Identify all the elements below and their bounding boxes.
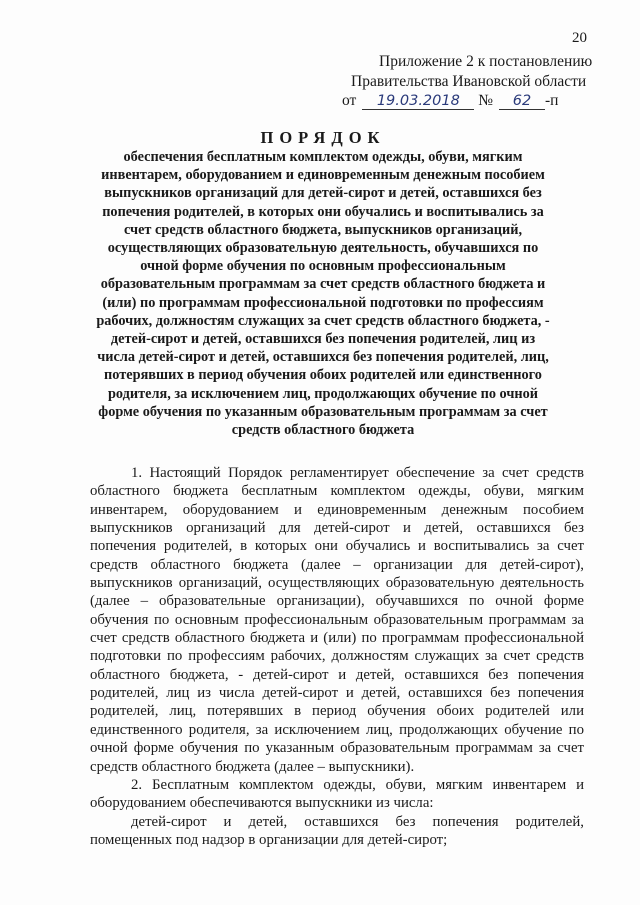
appendix-line-2: Правительства Ивановской области xyxy=(351,72,587,90)
handwritten-date: 19.03.2018 xyxy=(362,93,474,110)
number-suffix: -п xyxy=(545,92,559,109)
document-subtitle: обеспечения бесплатным комплектом одежды, обуви, мягким инвентарем, оборудованием и единовременным денежным пособием выпускников организаций для детей-сирот и детей, оставшихся без попечения родителей, в которых они обучались и воспитывались за счет средств областного бюджета, выпускников организаций, осуществляющих образовательную деятельность, обучавшихся по очной форме обучения по основным профессиональным образовательным программам за счет средств областного бюджета и (или) по программам профессиональной подготовки по профессиям рабочих, должностям служащих за счет средств областного бюджета, - детей-сирот и детей, оставшихся без попечения родителей, лиц из числа детей-сирот и детей, оставшихся без попечения родителей, лиц, потерявших в период обучения обоих родителей или единственного родителя, за исключением лиц, продолжающих обучение по очной форме обучения по указанным образовательным программам за счет средств областного бюджета xyxy=(96,149,550,439)
handwritten-number: 62 xyxy=(499,93,545,110)
document-heading xyxy=(95,128,551,439)
paragraph-2-item-1: детей-сирот и детей, оставшихся без попечения родителей, помещенных под надзор в организации для детей-сирот; xyxy=(90,813,584,848)
from-label: от xyxy=(342,92,357,109)
paragraph-1: 1. Настоящий Порядок регламентирует обеспечение за счет средств областного бюджета бесплатным комплектом одежды, обуви, мягким инвентарем, оборудованием и единовременным денежным пособием выпускников организаций для детей-сирот и детей, оставшихся без попечения родителей, в которых они обучались и воспитывались за счет средств областного бюджета (далее – организации для детей-сирот), выпускников организаций, осуществляющих образовательную деятельность (далее – образовательные организации), обучавшихся по очной форме обучения по основным профессиональным образовательным программам за счет средств областного бюджета и (или) по программам профессиональной подготовки по профессиям рабочих, должностям служащих за счет средств областного бюджета, - детей-сирот и детей, оставшихся без попечения родителей, лиц из числа детей-сирот и детей, оставшихся без попечения родителей, лиц, потерявших в период обучения обоих родителей или единственного родителя, за исключением лиц, продолжающих обучение по очной форме обучения по указанным образовательным программам за счет средств областного бюджета (далее – выпускники). xyxy=(90,465,584,775)
number-label: № xyxy=(478,92,493,109)
appendix-reference xyxy=(342,52,593,111)
appendix-line-3 xyxy=(342,91,592,111)
paragraph-2: 2. Бесплатным комплектом одежды, обуви, мягким инвентарем и оборудованием обеспечиваются выпускники из числа: xyxy=(90,776,584,812)
appendix-line-1: Приложение 2 к постановлению xyxy=(379,53,593,70)
document-title: ПОРЯДОК xyxy=(260,128,386,147)
page-number: 20 xyxy=(572,30,587,46)
document-body xyxy=(90,464,584,849)
